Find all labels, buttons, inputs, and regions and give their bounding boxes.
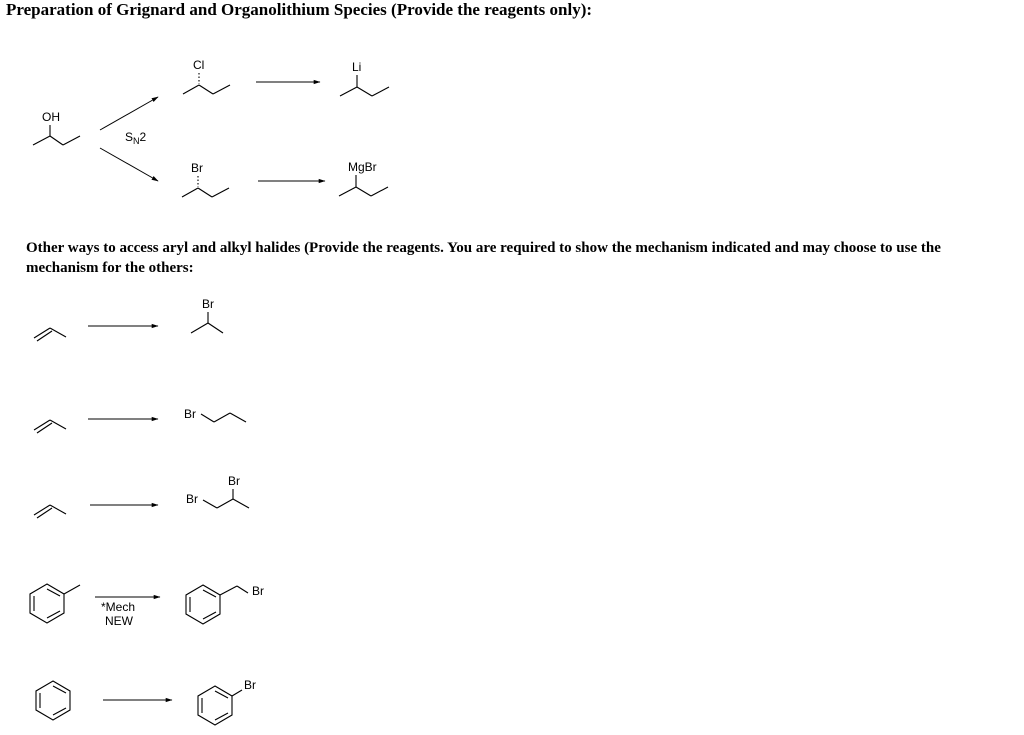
bond [357, 87, 372, 96]
mgbr-label: MgBr [348, 160, 377, 174]
double-bond [34, 505, 50, 515]
bond [212, 188, 229, 197]
benzene [36, 681, 70, 720]
double-bond [37, 423, 52, 433]
product-5-br-label: Br [244, 678, 256, 692]
product-4-br-label: Br [252, 584, 264, 598]
bond [232, 690, 242, 696]
alkyl-chloride [183, 58, 230, 94]
bond [199, 85, 213, 94]
bond [203, 500, 217, 508]
bond [50, 505, 66, 514]
benzene-ring [30, 584, 64, 623]
bond [237, 586, 248, 593]
bond [208, 323, 223, 333]
product-1-br-label: Br [202, 297, 214, 311]
organolithium [340, 60, 389, 96]
mech-label: *Mech [101, 600, 136, 614]
1-2-dibromopropane [186, 474, 249, 508]
bond [372, 87, 389, 96]
hydroxyl-label: OH [42, 110, 60, 124]
product-3-br-top-label: Br [228, 474, 240, 488]
alkyl-bromide [182, 161, 229, 197]
double-bond [34, 328, 50, 338]
bond [371, 187, 388, 196]
double-bond [37, 331, 52, 341]
bond [198, 188, 212, 197]
2-bromopropane [191, 297, 223, 333]
bond [217, 499, 233, 508]
arrow-up-to-chloride [100, 97, 158, 130]
lithium-label: Li [352, 60, 362, 74]
bond [50, 328, 66, 337]
new-label: NEW [105, 614, 133, 628]
product-3-br-left-label: Br [186, 492, 198, 506]
propene-3 [34, 505, 66, 518]
benzene-ring [36, 681, 70, 720]
bromide-label: Br [191, 161, 203, 175]
propene-1 [34, 328, 66, 341]
bond [339, 187, 356, 196]
benzene-ring [186, 585, 220, 624]
section-1-title: Preparation of Grignard and Organolithium Species (Provide the reagents only): [6, 0, 593, 19]
product-2-br-label: Br [184, 407, 196, 421]
chloride-label: Cl [193, 58, 205, 72]
benzyl-bromide [186, 584, 264, 624]
section-2-title: Other ways to access aryl and alkyl halides (Provide the reagents. You are required to show the mechanism indicated and may choose to use the mechanism for the others: [26, 240, 941, 276]
bond [213, 85, 230, 94]
bond [201, 414, 214, 422]
arrow-down-to-bromide [100, 148, 158, 181]
bond [182, 188, 198, 197]
bond [33, 136, 50, 145]
1-bromopropane [184, 407, 246, 422]
bond [220, 586, 237, 595]
bond [191, 323, 208, 333]
bond [340, 87, 357, 96]
methyl-bond [64, 585, 80, 594]
grignard-reagent [339, 160, 388, 196]
sn2-label: $S_N2$ [125, 130, 147, 146]
toluene [30, 584, 80, 623]
bond [233, 499, 249, 508]
bond [50, 420, 66, 429]
double-bond [37, 508, 52, 518]
benzene-ring [198, 686, 232, 725]
propene-2 [34, 420, 66, 433]
bond [183, 85, 199, 94]
double-bond [34, 420, 50, 430]
bond [356, 187, 371, 196]
starting-alcohol [33, 110, 80, 145]
bond [214, 413, 230, 422]
bond [50, 136, 63, 145]
bond [230, 413, 246, 422]
bond [63, 136, 80, 145]
bromobenzene [198, 678, 256, 725]
